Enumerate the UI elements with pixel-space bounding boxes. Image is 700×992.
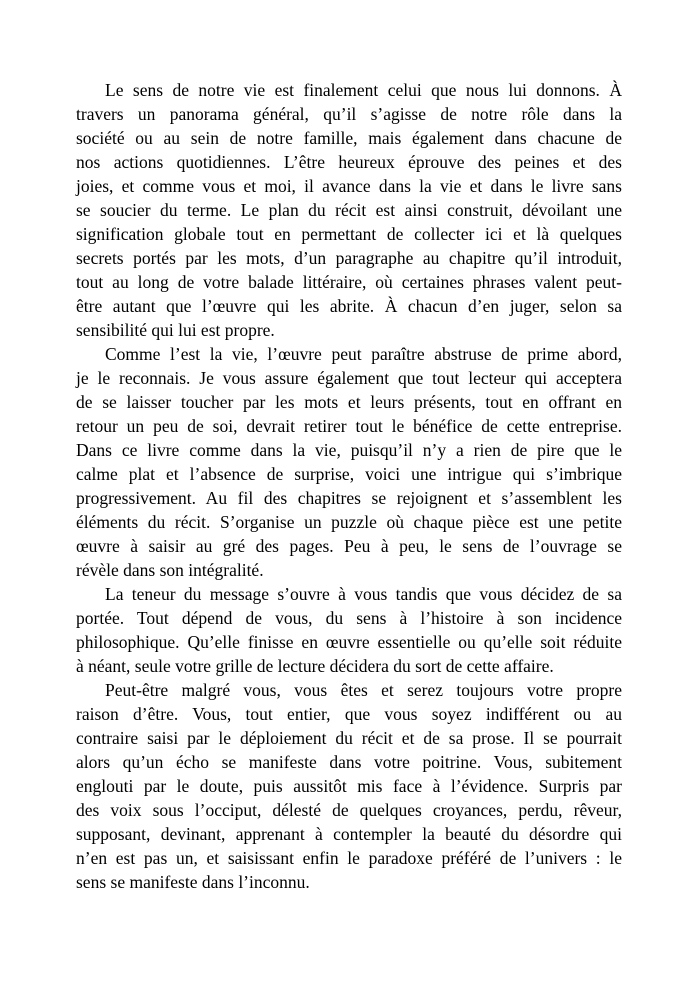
text-line: n’en est pas un, et saisissant enfin le paradoxe préféré de l’univers : le: [76, 848, 622, 868]
text-line: calme plat et l’absence de surprise, voici une intrigue qui s’imbrique: [76, 464, 622, 484]
text-line: sensibilité qui lui est propre.: [76, 320, 275, 340]
text-line: tout au long de votre balade littéraire, où certaines phrases valent peut-: [76, 272, 622, 292]
text-line: progressivement. Au fil des chapitres se rejoignent et s’assemblent les: [76, 488, 622, 508]
text-line: travers un panorama général, qu’il s’agisse de notre rôle dans la: [76, 104, 622, 124]
paragraph: [76, 582, 622, 678]
text-line: joies, et comme vous et moi, il avance dans la vie et dans le livre sans: [76, 176, 622, 196]
text-line: Peut-être malgré vous, vous êtes et serez toujours votre propre: [105, 680, 622, 700]
text-line: portée. Tout dépend de vous, du sens à l’histoire à son incidence: [76, 608, 622, 628]
text-line: Le sens de notre vie est finalement celui que nous lui donnons. À: [105, 80, 622, 100]
text-line: œuvre à saisir au gré des pages. Peu à peu, le sens de l’ouvrage se: [76, 536, 622, 556]
text-line: Dans ce livre comme dans la vie, puisqu’il n’y a rien de pire que le: [76, 440, 622, 460]
paragraph: [76, 78, 622, 342]
text-line: nos actions quotidiennes. L’être heureux éprouve des peines et des: [76, 152, 622, 172]
text-line: société ou au sein de notre famille, mais également dans chacune de: [76, 128, 622, 148]
text-line: La teneur du message s’ouvre à vous tandis que vous décidez de sa: [105, 584, 622, 604]
text-line: être autant que l’œuvre qui les abrite. À chacun d’en juger, selon sa: [76, 296, 622, 316]
text-line: se soucier du terme. Le plan du récit est ainsi construit, dévoilant une: [76, 200, 622, 220]
text-line: alors qu’un écho se manifeste dans votre poitrine. Vous, subitement: [76, 752, 622, 772]
text-line: je le reconnais. Je vous assure également que tout lecteur qui acceptera: [76, 368, 622, 388]
text-line: éléments du récit. S’organise un puzzle où chaque pièce est une petite: [76, 512, 622, 532]
text-line: révèle dans son intégralité.: [76, 560, 264, 580]
text-line: englouti par le doute, puis aussitôt mis face à l’évidence. Surpris par: [76, 776, 622, 796]
text-line: de se laisser toucher par les mots et leurs présents, tout en offrant en: [76, 392, 622, 412]
paragraph: [76, 678, 622, 894]
text-line: signification globale tout en permettant de collecter ici et là quelques: [76, 224, 622, 244]
text-line: sens se manifeste dans l’inconnu.: [76, 872, 310, 892]
text-line: secrets portés par les mots, d’un paragraphe au chapitre qu’il introduit,: [76, 248, 622, 268]
text-line: Comme l’est la vie, l’œuvre peut paraître abstruse de prime abord,: [105, 344, 622, 364]
text-line: supposant, devinant, apprenant à contempler la beauté du désordre qui: [76, 824, 622, 844]
text-line: des voix sous l’occiput, délesté de quelques croyances, perdu, rêveur,: [76, 800, 622, 820]
page-text: [76, 78, 622, 894]
text-line: retour un peu de soi, devrait retirer tout le bénéfice de cette entreprise.: [76, 416, 622, 436]
text-line: philosophique. Qu’elle finisse en œuvre essentielle ou qu’elle soit réduite: [76, 632, 622, 652]
text-line: contraire saisi par le déploiement du récit et de sa prose. Il se pourrait: [76, 728, 622, 748]
text-line: raison d’être. Vous, tout entier, que vous soyez indifférent ou au: [76, 704, 622, 724]
text-line: à néant, seule votre grille de lecture décidera du sort de cette affaire.: [76, 656, 554, 676]
paragraph: [76, 342, 622, 582]
